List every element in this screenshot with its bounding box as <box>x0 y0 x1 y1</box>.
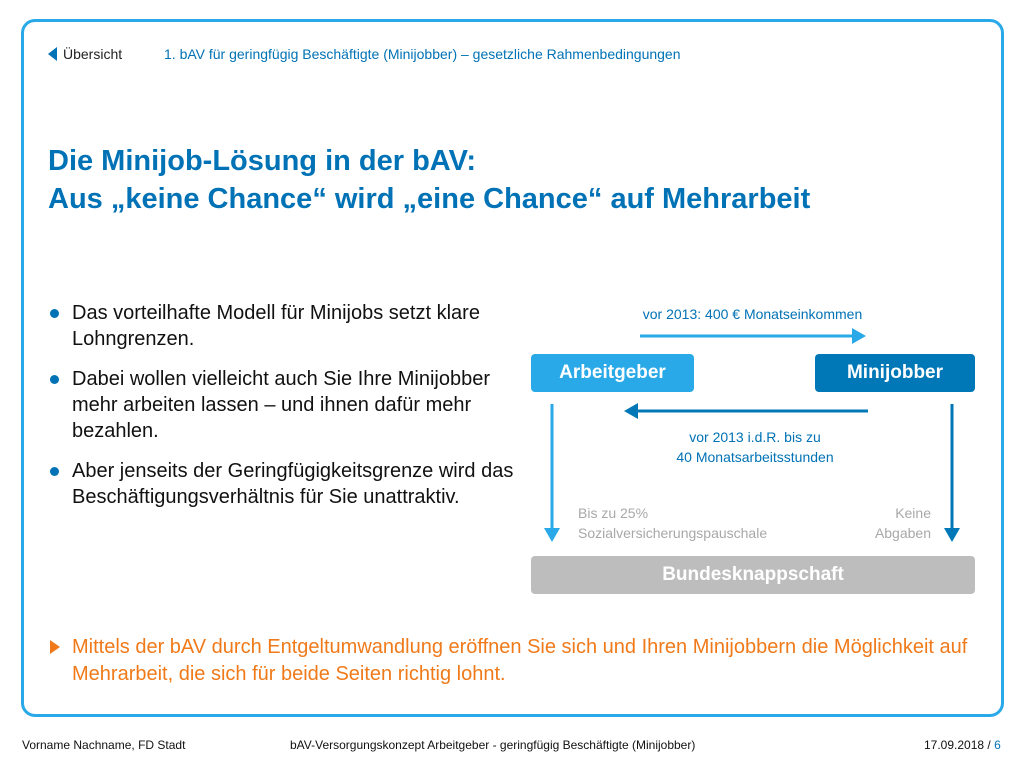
overview-link[interactable]: Übersicht <box>63 46 123 62</box>
work-arrow-head <box>624 403 638 419</box>
orange-arrow-icon <box>50 640 60 654</box>
diagram-middle-label: vor 2013 i.d.R. bis zu 40 Monatsarbeitsstunden <box>676 429 834 465</box>
authority-box: Bundesknappschaft <box>531 556 975 594</box>
list-item: Das vorteilhafte Modell für Minijobs setzt klare Lohngrenzen. <box>48 300 518 352</box>
title-line-1: Die Minijob-Lösung in der bAV: <box>48 145 476 177</box>
conclusion-text: Mittels der bAV durch Entgeltumwandlung eröffnen Sie sich und Ihren Minijobbern die Möglichkeit auf Mehrarbeit, die sich für beide Seiten richtig lohnt. <box>48 634 968 688</box>
employer-box: Arbeitgeber <box>531 354 694 392</box>
pay-arrow-head <box>852 328 866 344</box>
breadcrumb: 1. bAV für geringfügig Beschäftigte (Minijobber) – gesetzliche Rahmenbedingungen <box>164 46 681 62</box>
employer-duty-arrow-head <box>544 528 560 542</box>
title-line-2: Aus „keine Chance“ wird „eine Chance“ auf Mehrarbeit <box>48 183 811 215</box>
diagram-left-note: Bis zu 25% Sozialversicherungspauschale <box>578 505 768 541</box>
footer-author: Vorname Nachname, FD Stadt <box>22 738 186 752</box>
minijobber-duty-arrow-head <box>944 528 960 542</box>
diagram-right-note: Keine Abgaben <box>874 505 931 541</box>
list-item: Aber jenseits der Geringfügigkeitsgrenze wird das Beschäftigungsverhältnis für Sie unattraktiv. <box>48 458 518 510</box>
list-item: Dabei wollen vielleicht auch Sie Ihre Minijobber mehr arbeiten lassen – und ihnen dafür mehr bezahlen. <box>48 366 518 444</box>
footer-center: bAV-Versorgungskonzept Arbeitgeber - geringfügig Beschäftigte (Minijobber) <box>290 738 696 752</box>
minijobber-box: Minijobber <box>815 354 975 392</box>
diagram-top-label: vor 2013: 400 € Monatseinkommen <box>642 306 863 322</box>
footer-page: 17.09.2018 / 6 <box>924 738 1001 752</box>
page-number: 6 <box>994 738 1001 752</box>
